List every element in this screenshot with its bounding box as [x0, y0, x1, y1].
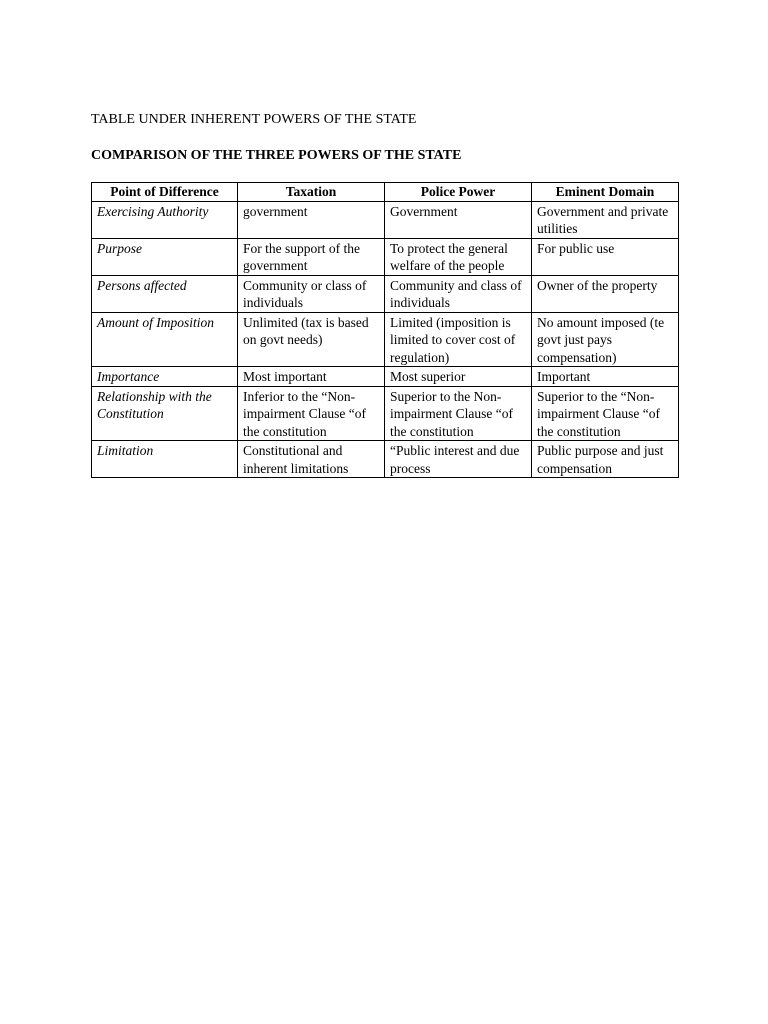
page-heading: TABLE UNDER INHERENT POWERS OF THE STATE	[91, 112, 417, 127]
table-header-row	[92, 183, 679, 202]
eminent-domain-cell: For public use	[532, 238, 679, 275]
table-row	[92, 386, 679, 441]
police-power-cell: Government	[385, 201, 532, 238]
police-power-cell: Limited (imposition is limited to cover cost of regulation)	[385, 312, 532, 367]
header-eminent-domain: Eminent Domain	[532, 183, 679, 202]
row-label: Relationship with the Constitution	[92, 386, 238, 441]
row-label: Purpose	[92, 238, 238, 275]
police-power-cell: Superior to the Non-impairment Clause “of the constitution	[385, 386, 532, 441]
eminent-domain-cell: Government and private utilities	[532, 201, 679, 238]
taxation-cell: For the support of the government	[238, 238, 385, 275]
taxation-cell: Community or class of individuals	[238, 275, 385, 312]
taxation-cell: Most important	[238, 367, 385, 387]
police-power-cell: Most superior	[385, 367, 532, 387]
police-power-cell: Community and class of individuals	[385, 275, 532, 312]
taxation-cell: Constitutional and inherent limitations	[238, 441, 385, 478]
police-power-cell: “Public interest and due process	[385, 441, 532, 478]
table-row	[92, 201, 679, 238]
table-row	[92, 441, 679, 478]
eminent-domain-cell: Important	[532, 367, 679, 387]
header-police-power: Police Power	[385, 183, 532, 202]
taxation-cell: government	[238, 201, 385, 238]
document-title: COMPARISON OF THE THREE POWERS OF THE STATE	[91, 148, 462, 163]
table-row	[92, 275, 679, 312]
eminent-domain-cell: No amount imposed (te govt just pays compensation)	[532, 312, 679, 367]
header-taxation: Taxation	[238, 183, 385, 202]
comparison-table	[91, 182, 679, 478]
row-label: Persons affected	[92, 275, 238, 312]
taxation-cell: Inferior to the “Non-impairment Clause “of the constitution	[238, 386, 385, 441]
police-power-cell: To protect the general welfare of the people	[385, 238, 532, 275]
taxation-cell: Unlimited (tax is based on govt needs)	[238, 312, 385, 367]
eminent-domain-cell: Public purpose and just compensation	[532, 441, 679, 478]
row-label: Limitation	[92, 441, 238, 478]
header-point-of-difference: Point of Difference	[92, 183, 238, 202]
row-label: Exercising Authority	[92, 201, 238, 238]
table-row	[92, 238, 679, 275]
table-row	[92, 367, 679, 387]
eminent-domain-cell: Superior to the “Non-impairment Clause “of the constitution	[532, 386, 679, 441]
row-label: Amount of Imposition	[92, 312, 238, 367]
table-row	[92, 312, 679, 367]
eminent-domain-cell: Owner of the property	[532, 275, 679, 312]
row-label: Importance	[92, 367, 238, 387]
